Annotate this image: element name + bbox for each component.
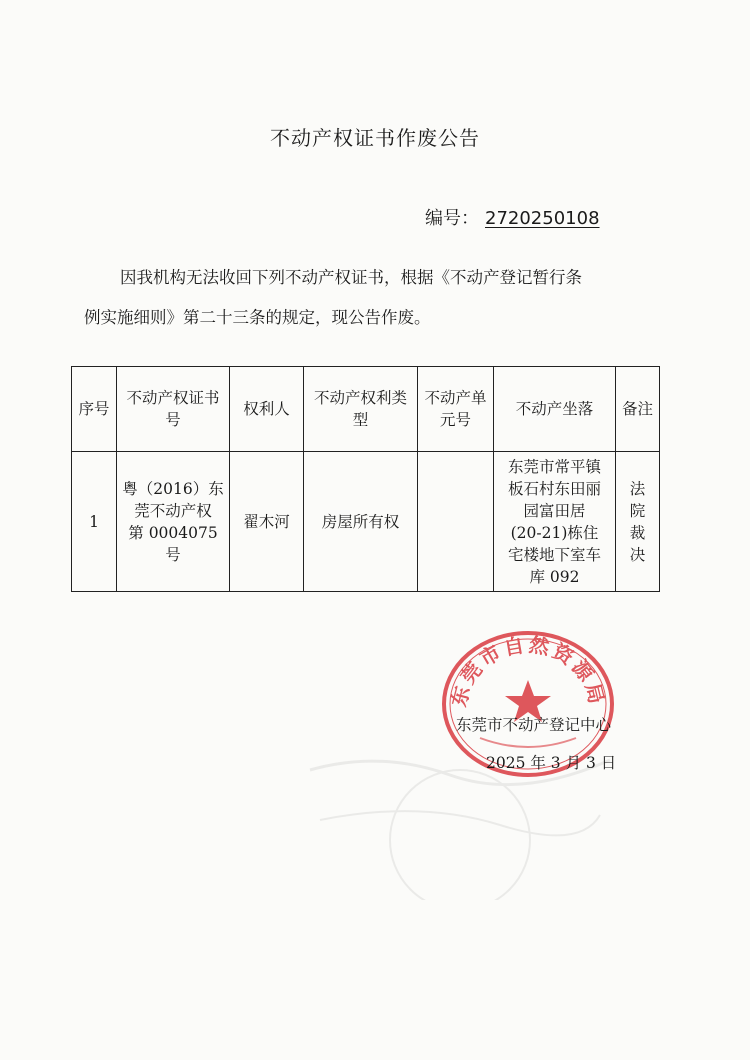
signature-block <box>456 706 616 782</box>
certificate-table <box>71 366 660 592</box>
cell-right-type: 房屋所有权 <box>304 452 418 592</box>
cell-location: 东莞市常平镇 板石村东田丽 园富田居 (20-21)栋住 宅楼地下室车 库 092 <box>494 452 616 592</box>
header-certificate: 不动产权证书号 <box>117 367 230 452</box>
seal-text: 东莞市自然资源局 <box>446 632 610 709</box>
header-index: 序号 <box>72 367 117 452</box>
cell-index: 1 <box>72 452 117 592</box>
announcement-paragraph <box>84 258 684 338</box>
table-header-row <box>72 367 660 452</box>
header-right-type: 不动产权利类型 <box>304 367 418 452</box>
header-remark: 备注 <box>616 367 660 452</box>
cell-certificate: 粤（2016）东 莞不动产权 第 0004075 号 <box>117 452 230 592</box>
cell-unit-no <box>418 452 494 592</box>
document-number <box>425 204 600 230</box>
signature-org: 东莞市不动产登记中心 <box>456 716 612 734</box>
table-row <box>72 452 660 592</box>
paragraph-line-2: 例实施细则》第二十三条的规定，现公告作废。 <box>84 308 431 327</box>
cell-holder: 翟木河 <box>230 452 304 592</box>
header-unit-no: 不动产单元号 <box>418 367 494 452</box>
header-holder: 权利人 <box>230 367 304 452</box>
page-title: 不动产权证书作废公告 <box>270 126 480 150</box>
document-number-value: 2720250108 <box>485 208 600 229</box>
header-location: 不动产坐落 <box>494 367 616 452</box>
document-number-label: 编号： <box>425 208 479 229</box>
paragraph-line-1: 因我机构无法收回下列不动产权证书，根据《不动产登记暂行条 <box>120 268 582 287</box>
signature-date: 2025 年 3 月 3 日 <box>486 754 617 772</box>
cell-remark: 法 院 裁 决 <box>616 452 660 592</box>
